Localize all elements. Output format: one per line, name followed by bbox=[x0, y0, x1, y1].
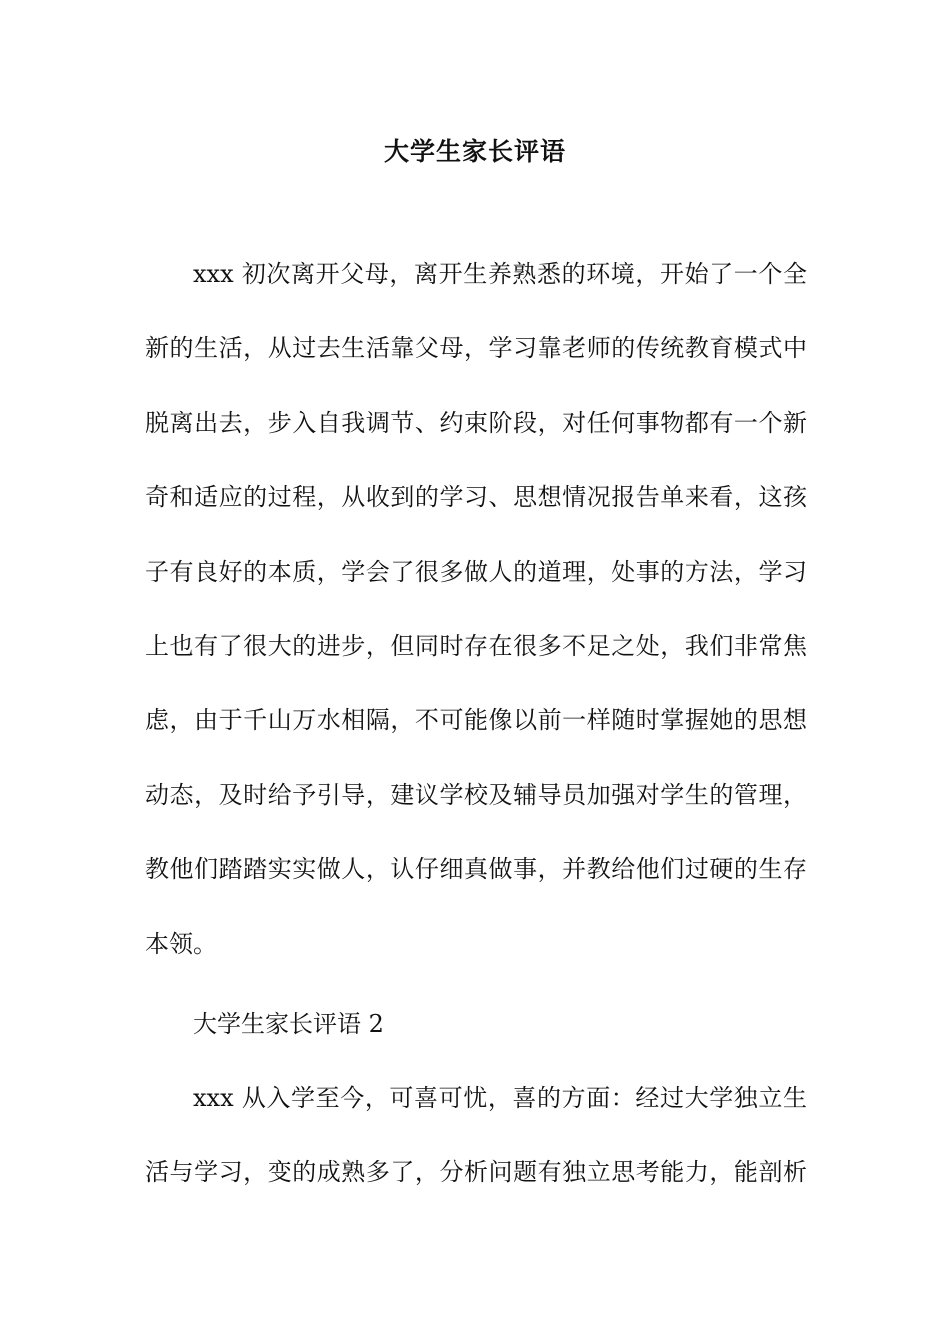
paragraph-line: 上也有了很大的进步，但同时存在很多不足之处，我们非常焦 bbox=[145, 631, 807, 660]
paragraph-line: 奇和适应的过程，从收到的学习、思想情况报告单来看，这孩 bbox=[145, 483, 807, 512]
paragraph-line: xxx 从入学至今，可喜可忧，喜的方面：经过大学独立生 bbox=[193, 1084, 807, 1112]
paragraph-line: 活与学习，变的成熟多了，分析问题有独立思考能力，能剖析 bbox=[145, 1158, 807, 1187]
paragraph-line: 本领。 bbox=[145, 929, 217, 958]
section-heading: 大学生家长评语 2 bbox=[193, 1010, 384, 1038]
paragraph-line: 子有良好的本质，学会了很多做人的道理，处事的方法，学习 bbox=[145, 557, 807, 586]
paragraph-1 bbox=[145, 254, 807, 998]
paragraph-line: 虑，由于千山万水相隔，不可能像以前一样随时掌握她的思想 bbox=[145, 706, 807, 735]
paragraph-line: 新的生活，从过去生活靠父母，学习靠老师的传统教育模式中 bbox=[145, 334, 807, 363]
document-title: 大学生家长评语 bbox=[383, 137, 566, 166]
section-2-heading-block bbox=[145, 1004, 807, 1078]
paragraph-line: xxx 初次离开父母，离开生养熟悉的环境，开始了一个全 bbox=[193, 260, 807, 288]
paragraph-line: 动态，及时给予引导，建议学校及辅导员加强对学生的管理， bbox=[145, 780, 807, 809]
paragraph-line: 脱离出去，步入自我调节、约束阶段，对任何事物都有一个新 bbox=[145, 408, 807, 437]
paragraph-2 bbox=[145, 1078, 807, 1227]
paragraph-line: 教他们踏踏实实做人，认仔细真做事，并教给他们过硬的生存 bbox=[145, 855, 807, 884]
